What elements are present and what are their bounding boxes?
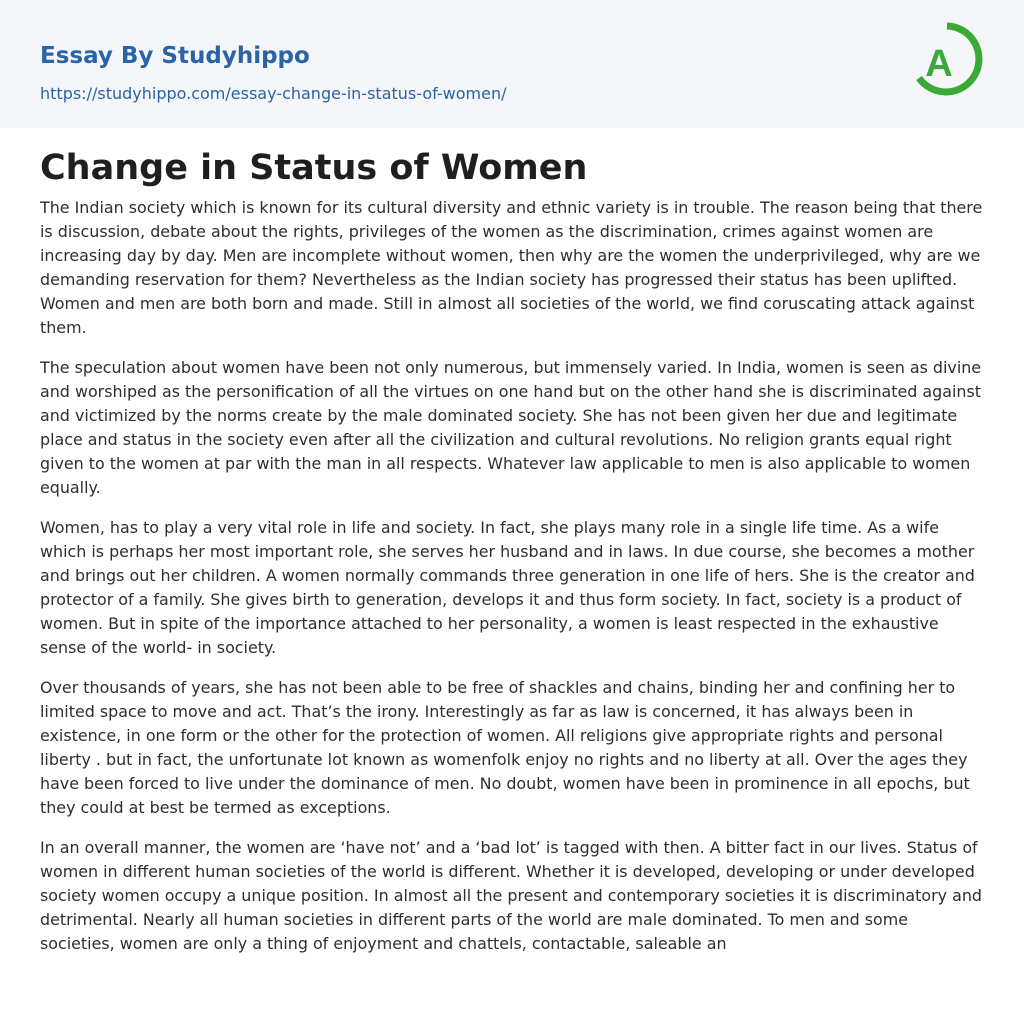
essay-paragraph: In an overall manner, the women are ‘have not’ and a ‘bad lot’ is tagged with then. A bitter fact in our lives. Status of women in different human societies of the world is different. Whether it is developed, developing or under developed society women occupy a unique position. In almost all the present and contemporary societies it is discriminatory and detrimental. Nearly all human societies in different parts of the world are male dominated. To men and some societies, women are only a thing of enjoyment and chattels, contactable, saleable an xyxy=(40,838,982,953)
logo-letter: A xyxy=(925,43,953,85)
studyhippo-logo xyxy=(912,19,986,105)
essay-paragraph: Over thousands of years, she has not been able to be free of shackles and chains, binding her and confining her to limited space to move and act. That’s the irony. Interestingly as far as law is concerned, it has always been in existence, in one form or the other for the protection of women. All religions give appropriate rights and personal liberty . but in fact, the unfortunate lot known as womenfolk enjoy no rights and no liberty at all. Over the ages they have been forced to live under the dominance of men. No doubt, women have been in prominence in all epochs, but they could at best be termed as exceptions. xyxy=(40,678,970,817)
essay-paragraph: The Indian society which is known for its cultural diversity and ethnic variety is in trouble. The reason being that there is discussion, debate about the rights, privileges of the women as the discrimination, crimes against women are increasing day by day. Men are incomplete without women, then why are the women the underprivileged, why are we demanding reservation for them? Nevertheless as the Indian society has progressed their status has been uplifted. Women and men are both born and made. Still in almost all societies of the world, we find coruscating attack against them. xyxy=(40,198,983,337)
essay-paragraph: The speculation about women have been not only numerous, but immensely varied. In India, women is seen as divine and worshiped as the personification of all the virtues on one hand but on the other hand she is discriminated against and victimized by the norms create by the male dominated society. She has not been given her due and legitimate place and status in the society even after all the civilization and cultural revolutions. No religion grants equal right given to the women at par with the man in all respects. Whatever law applicable to men is also applicable to women equally. xyxy=(40,358,982,497)
page-header xyxy=(0,0,1024,128)
essay-paragraph: Women, has to play a very vital role in life and society. In fact, she plays many role in a single life time. As a wife which is perhaps her most important role, she serves her husband and in laws. In due course, she becomes a mother and brings out her children. A women normally commands three generation in one life of hers. She is the creator and protector of a family. She gives birth to generation, develops it and thus form society. In fact, society is a product of women. But in spite of the importance attached to her personality, a women is least respected in the exhaustive sense of the world- in society. xyxy=(40,518,975,657)
essay-url-link[interactable]: https://studyhippo.com/essay-change-in-status-of-women/ xyxy=(40,84,507,103)
site-title: Essay By Studyhippo xyxy=(40,43,310,69)
essay-content xyxy=(40,146,984,972)
essay-title: Change in Status of Women xyxy=(40,148,588,188)
